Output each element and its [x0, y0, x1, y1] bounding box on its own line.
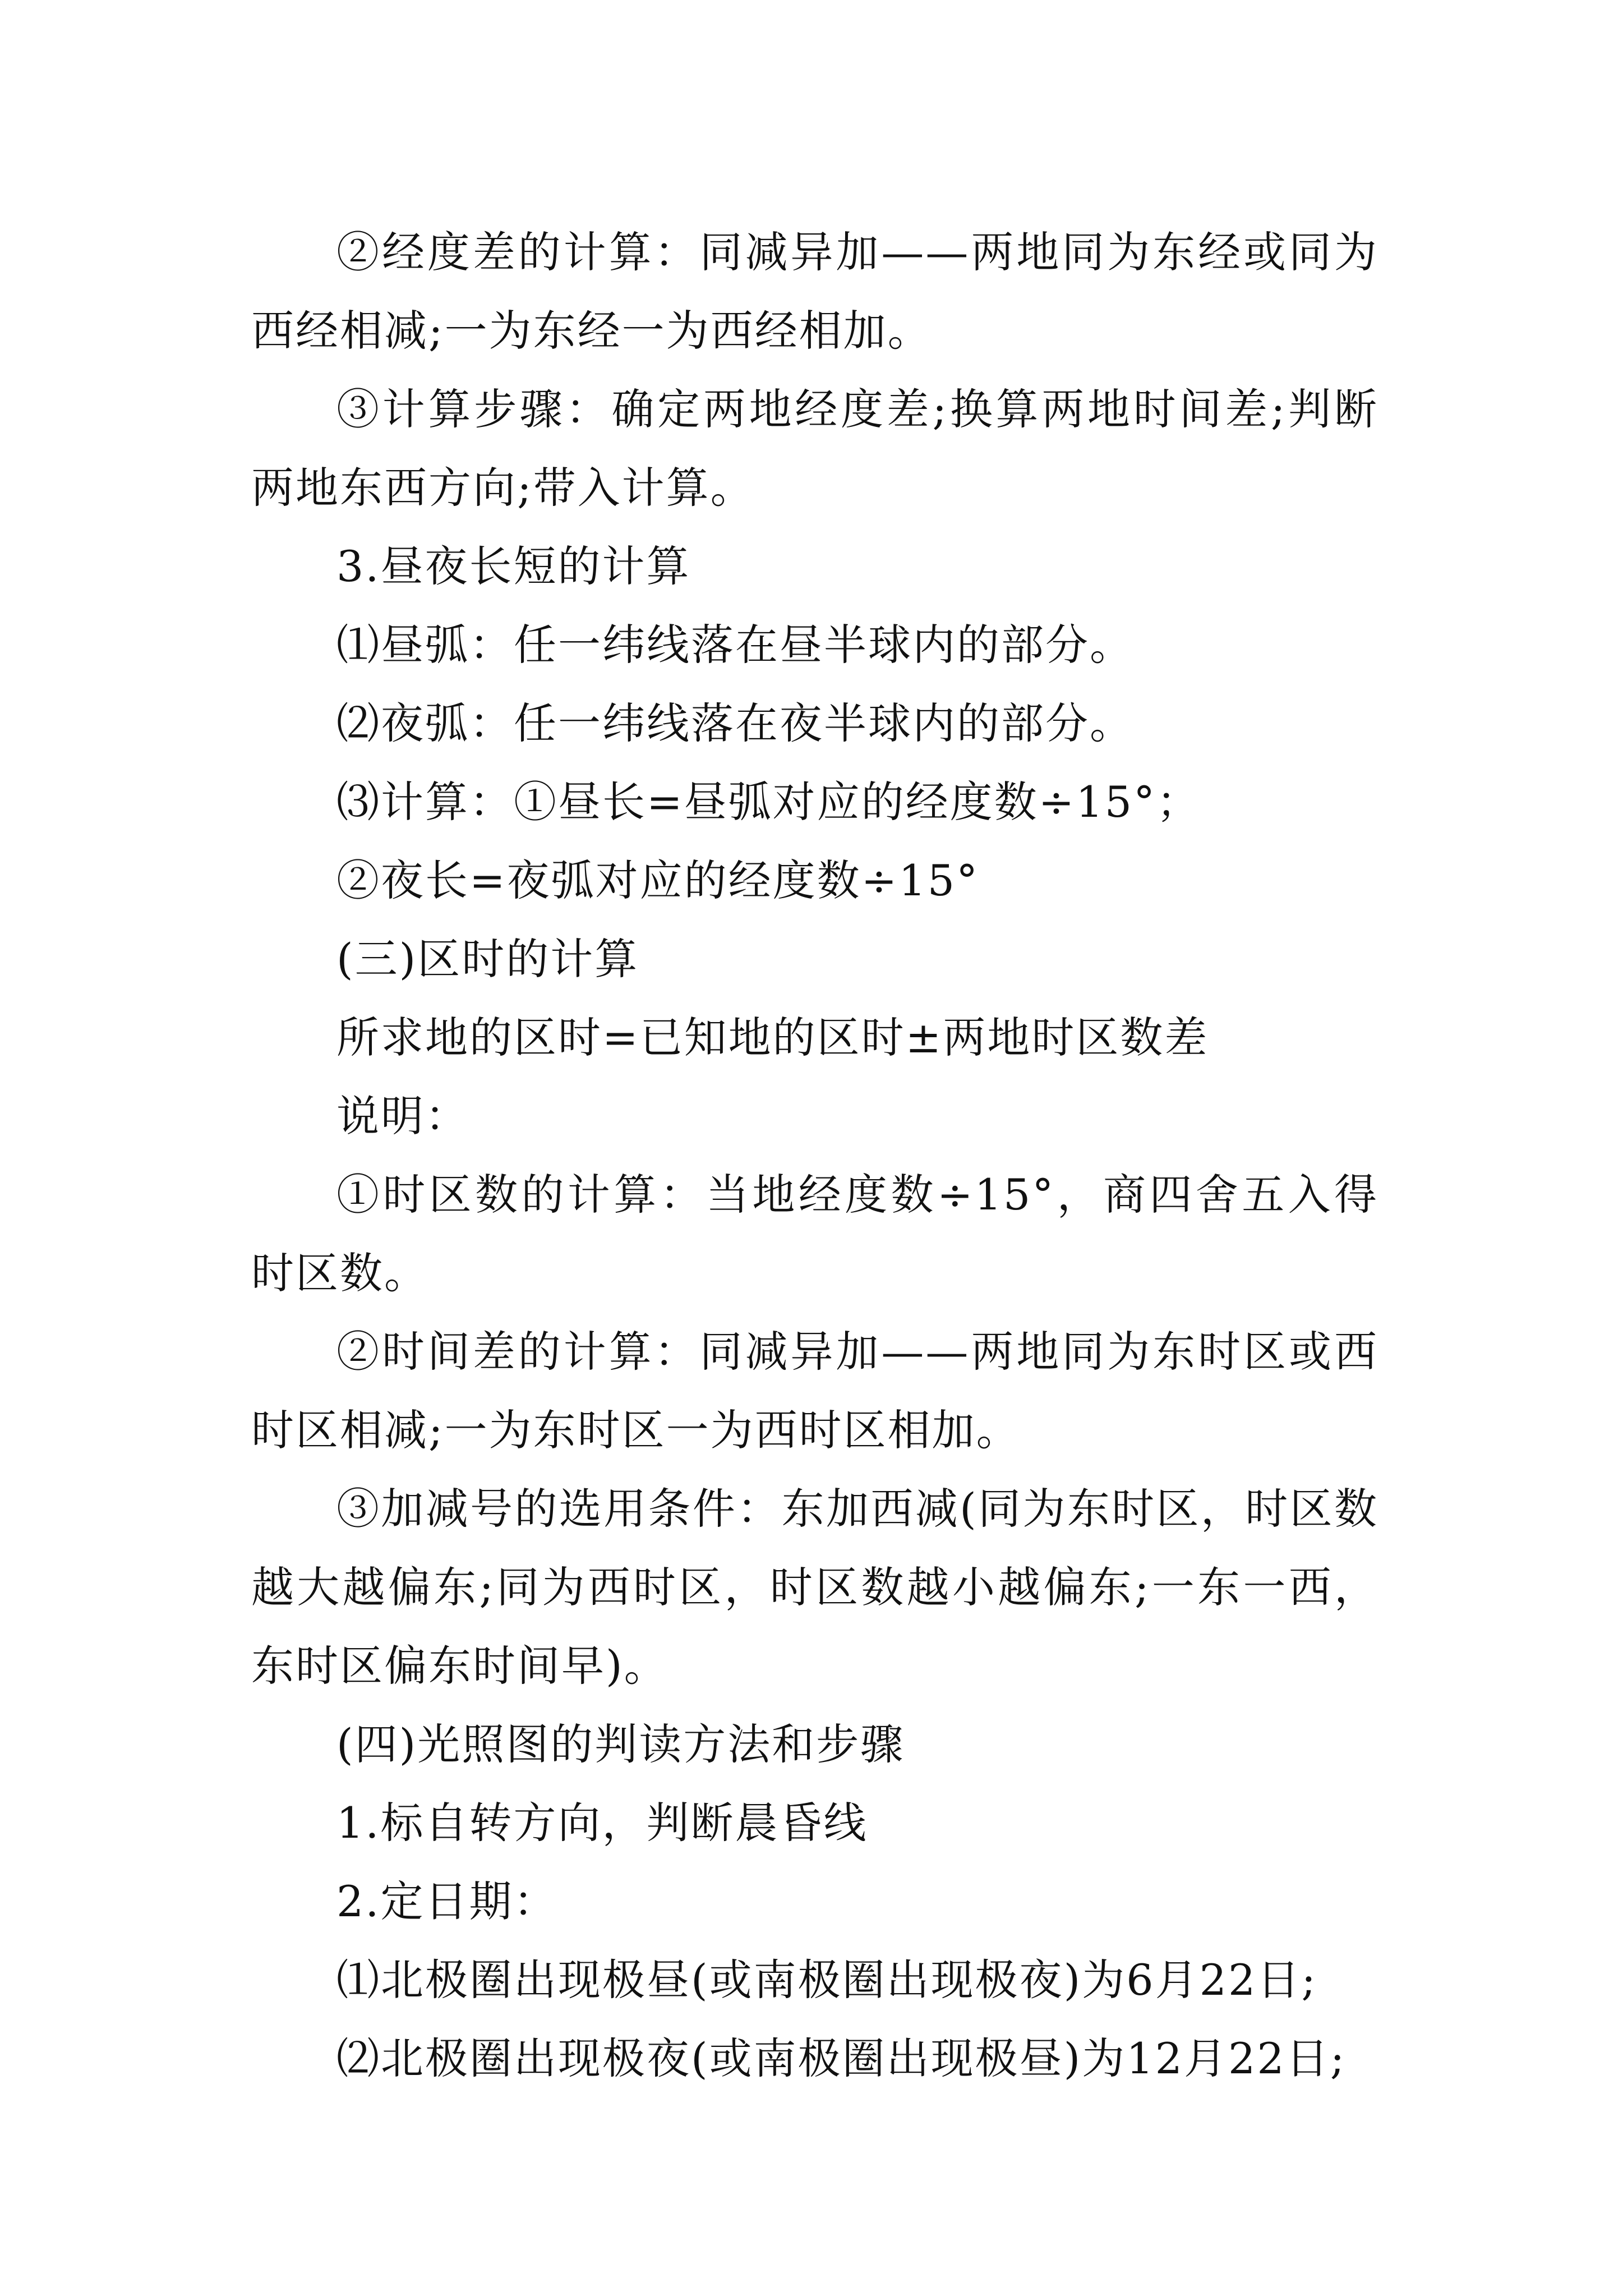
paragraph-day-arc: ⑴昼弧：任一纬线落在昼半球内的部分。: [336, 620, 1134, 670]
paragraph-sign-rules: ③加减号的选用条件：东加西减(同为东时区，时区数越大越偏东;同为西时区，时区数越小越偏东;一东一西，东时区偏东时间早)。: [251, 1484, 1378, 1691]
paragraph-time-difference: ②时间差的计算：同减异加——两地同为东时区或西时区相减;一为东时区一为西时区相加。: [251, 1327, 1378, 1455]
paragraph-calculation-steps: ③计算步骤：确定两地经度差;换算两地时间差;判断两地东西方向;带入计算。: [251, 384, 1378, 513]
paragraph-night-arc: ⑵夜弧：任一纬线落在夜半球内的部分。: [336, 698, 1134, 748]
paragraph-longitude-difference: ②经度差的计算：同减异加——两地同为东经或同为西经相减;一为东经一为西经相加。: [251, 227, 1378, 356]
paragraph-day-length-formula: ⑶计算：①昼长=昼弧对应的经度数÷15°；: [336, 777, 1201, 827]
document-body: [251, 213, 1378, 2098]
paragraph-rotation-direction: 1.标自转方向，判断晨昏线: [336, 1798, 868, 1848]
paragraph-june-22: ⑴北极圈出现极昼(或南极圈出现极夜)为6月22日;: [336, 1955, 1317, 2005]
heading-zone-time: (三)区时的计算: [336, 934, 639, 984]
heading-illumination-map: (四)光照图的判读方法和步骤: [336, 1719, 905, 1769]
paragraph-zone-time-formula: 所求地的区时=已知地的区时±两地时区数差: [336, 1013, 1209, 1062]
paragraph-explanation-label: 说明：: [336, 1091, 469, 1141]
paragraph-night-length-formula: ②夜长=夜弧对应的经度数÷15°: [336, 855, 980, 905]
paragraph-december-22: ⑵北极圈出现极夜(或南极圈出现极昼)为12月22日;: [336, 2033, 1347, 2083]
heading-day-night-length: 3.昼夜长短的计算: [336, 541, 691, 591]
paragraph-time-zone-number: ①时区数的计算：当地经度数÷15°，商四舍五入得时区数。: [251, 1170, 1378, 1298]
paragraph-determine-date: 2.定日期：: [336, 1876, 558, 1926]
